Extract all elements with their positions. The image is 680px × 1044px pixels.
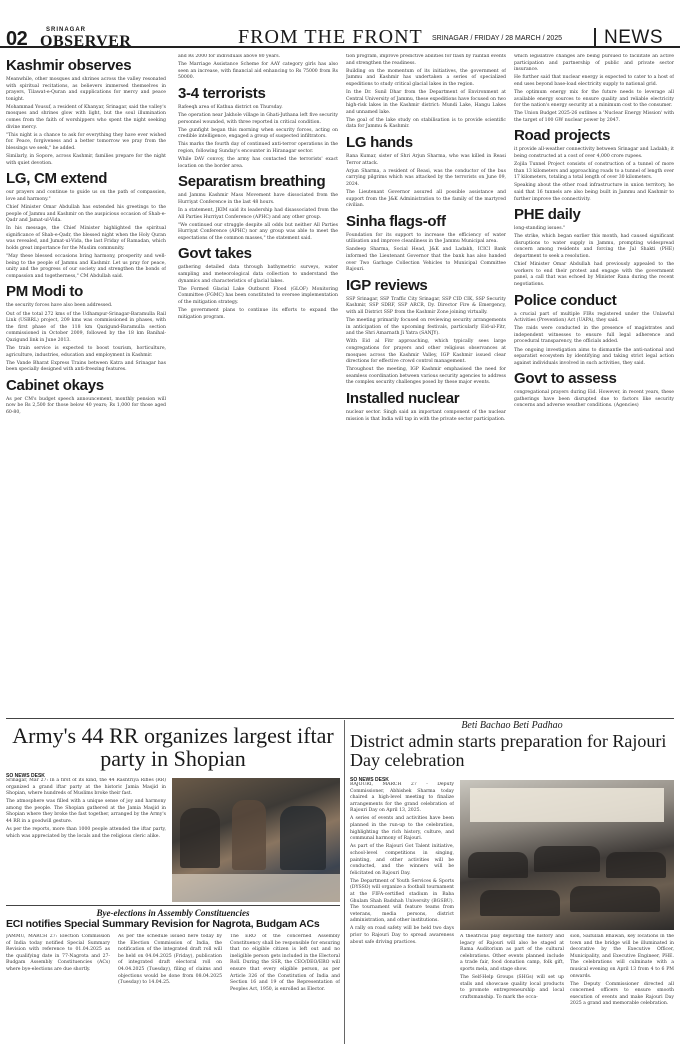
byline: SO NEWS DESK [6,773,45,779]
article-paragraph: Mohammad Yousuf, a resident of Khanyar, Srinagar, said the valley's mosques and shrines glow with light, but the soul illumination comes from the faith of worshippers who spent the night seeking divine mercy. [6,104,166,130]
article-paragraph: As per CM's budget speech announcement, monthly pension will now be Rs 2,500 for those below 40 years; Rs 1,000 for those aged 60-80, [6,396,166,416]
article-headline: IGP reviews [346,276,428,294]
article-paragraph: and Jammu Kashmir Mass Movement have dissociated from the Hurriyat Conference in the last 48 hours. [178,193,338,205]
article-headline: Sinha flags-off [346,212,446,230]
article-paragraph: Throughout the meeting, IGP Kashmir emphasised the need for seamless coordination between various security agencies to address the complex security challenges posed by these major events. [346,367,506,386]
masthead-divider [594,28,596,46]
section-divider [6,718,674,719]
article-paragraph: a crucial part of multiple FIRs registered under the Unlawful Activities (Prevention) Act (UAPA), they said. [514,311,674,324]
article-paragraph: Arjun Sharma, a resident of Reasi, was the conductor of the bus carrying pilgrims which was attacked by the terrorists on June 09, 2024. [346,168,506,187]
article-headline: PM Modi to [6,283,83,301]
article-paragraph: sion, Saifullah Bhawan, key locations in the town and the bridge will be illuminated in decorative by the Executive Officer, Municipality, and Executive Engineer, PHE. The celebrations will culminate with a musical evening on April 13 from 4 to 6 PM onwards. [570,934,674,979]
article-paragraph: Out of the total 272 kms of the Udhampur-Srinagar-Baramulla Rail Link (USBRL) project, 209 kms was commissioned in phases, with the first phase of the 118 km Qazigund-Baramulla section commissioned in October 2009, followed by the 18 km Banihal-Qazigund link in June 2013. [6,311,166,343]
article-paragraph: The goal of the lake study on stabilisation is to provide scientific data for Jammu & Kashmir. [346,117,506,130]
column-divider [344,720,345,1044]
article-paragraph: Meanwhile, other mosques and shrines across the valley resonated with spiritual recitations, as believers immersed themselves in prayers, Tilawat-e-Quran and supplications for mercy and peace tonight. [6,77,166,102]
article-headline: Cabinet okays [6,376,104,394]
article-paragraph: Similarly, in Sopore, across Kashmir, families prepare for the night with quiet devotion. [6,154,166,166]
article-paragraph: RAJOURI, MARCH 27 - Deputy Commissioner, Abhishek Sharma today chaired a high-level meeting to finalize arrangements for the grand celebration of Rajouri Day on April 13, 2025. [350,782,454,814]
edition-date: SRINAGAR / FRIDAY / 28 MARCH / 2025 [432,35,563,42]
article-paragraph: Chief Minister Omar Abdullah had previously appealed to the workers to end their protest and engage with the government panel, a call that was echoed by Minister Rana during the recent negotiations. [514,262,674,287]
article-paragraph: The operation near Jakhole village in Ghati-Juthana left five security personnel wounded, with three reported in critical condition. [178,112,338,125]
page-number: 02 [6,28,28,50]
article-paragraph: While DAV convoy, the army has contacted the terrorists' exact location on the border area. [178,157,338,169]
article-paragraph: SSP Srinagar, SSP Traffic City Srinagar, SSP CID CIK, SSP Security Kashmir, SSP SDRF, SSP ARCR, Dy. Director Fire & Emergency, with all District SSP from the Kashmir Zone joining virtually. [346,296,506,316]
article-paragraph: "This night is a chance to ask for everything they have ever wished for. Peace, forgiveness and a better tomorrow we pray from the blessings we seek," he added. [6,132,166,151]
article-headline: Govt takes [178,245,252,263]
article-paragraph: The government plans to continue its efforts to expand the mitigation program. [178,307,338,320]
article-paragraph: This marks the fourth day of continued anti-terror operations in the region, following Sunday's encounter in Hiranagar sector. [178,142,338,154]
article-paragraph: The atmosphere was filled with a unique sense of joy and harmony among the people. The Shopian gathered at the Jamia Masjid in Shopian where they broke the fast together, arranged by the Army's 44 RR in a goodwill gesture. [6,799,166,825]
lead-story-iftar [6,724,340,781]
article-paragraph: Foundation for its support to increase the efficiency of water utilisation and improve cleanliness in the Jammu Municipal area. [346,232,506,245]
article-headline: LG, CM extend [6,170,108,188]
article-paragraph: Rafeeqh area of Kathua district on Thursday. [178,104,283,110]
byelection-headline: ECI notifies Special Summary Revision for Nagrota, Budgam ACs [6,918,320,930]
rajouri-meeting-photo [460,780,674,930]
byelection-column [6,934,110,1044]
article-paragraph: As part of the Rajouri Got Talent initiative, school-level competitions in singing, painting, and other activities will be conducted, and the winners will be felicitated on Rajouri Day. [350,844,454,876]
article-paragraph: long-standing issues." [514,226,566,232]
article-paragraph: "We continued our struggle despite all odds but neither All Parties Hurriyat Conference (APHC) nor any group was able to meet the expectations of the common masses," the statement said. [178,222,338,241]
rajouri-column [570,934,674,1044]
article-paragraph: The meeting primarily focused on reviewing security arrangements in anticipation of the upcoming festivals, particularly Eid-ul-Fitr, and the Shri Amarnath Ji Yatra (SANJY). [346,318,506,337]
article-paragraph: As per the reports, more than 1000 people attended the iftar party, which was appreciated by the locals and the religious cleric alike. [6,827,166,839]
rajouri-column [460,934,564,1044]
article-paragraph: Rana Kumar, sister of Shri Arjun Sharma, who was killed in Reasi Terror attack. [346,154,506,166]
article-paragraph: He further said that nuclear energy is expected to cater to a host of end uses beyond base-load electricity supply to national grid. [514,75,674,87]
column-1 [6,54,166,714]
rajouri-column [350,782,454,1044]
column-4 [514,54,674,714]
article-paragraph: The strike, which began earlier this month, had caused significant disruptions to water supply in Jammu, prompting widespread concern among residents and forcing the Jal Shakti (PHE) department to seek a resolution. [514,234,674,260]
article-headline: Separatism breathing [178,173,326,191]
rajouri-headline: District admin starts preparation for Rajouri Day celebration [350,731,667,770]
article-paragraph: The gunfight began this morning when security forces, acting on credible intelligence, engaged a group of suspected infiltrators. [178,127,338,140]
article-headline: LG hands [346,134,413,152]
article-paragraph: The optimum energy mix for the future needs to leverage all available energy sources to ensure quality and reliable electricity for the nation's energy security at a minimum cost to the consumer. [514,89,674,109]
logo-top-text: SRINAGAR [46,27,87,33]
article-paragraph: Speaking about the other road infrastructure in union territory, he said that 16 tunnels are also being built in Jammu and Kashmir to further improve the connectivity. [514,183,674,202]
article-paragraph: The Lieutenant Governor assured all possible assistance and support from the J&K Administration to the family of the martyred civilian. [346,190,506,209]
article-headline: Govt to assess [514,370,617,388]
article-paragraph: The Deputy Commissioner directed all concerned officers to ensure smooth execution of events and make Rajouri Day 2025 a grand and memorable celebration. [570,981,674,1007]
article-paragraph: Chief Minister Omar Abdullah has extended his greetings to the people of Jammu and Kashmir on the auspicious occasion of Shab-e-Qadr and Jamat-ul-Vida. [6,204,166,224]
article-paragraph: The ongoing investigation aims to dismantle the anti-national and separatist ecosystem by identifying and taking strict legal action against individuals involved in such activities, they said. [514,347,674,366]
article-paragraph: A rally on road safety will be held two days prior to Rajouri Day to spread awareness about safe driving practices. [350,926,454,945]
article-paragraph: In the Dr. Sunil Dhar from the Department of Environment at Central University of Jammu, these expeditions have focused on two high-risk lakes in the Kashmir district: Mundi Lake, Hangu Lakes and unnamed lake. [346,89,506,115]
article-paragraph: In his message, the Chief Minister highlighted the spiritual significance of Shab-e-Qadr, the blessed night when the Holy Quran was revealed, and Jumat-ul-Vida, the last Friday of Ramadan, which holds great importance for the Muslim community. [6,226,166,251]
article-paragraph: our prayers and continue to guide us on the path of compassion, love and harmony." [6,190,166,202]
article-paragraph: With Eid al Fitr approaching, which typically sees large congregations for prayers and other religious observances at mosques across the Kashmir Valley, IGP Kashmir issued clear directions for effective crowd control management. [346,339,506,365]
article-paragraph: The Union Budget 2025-26 outlines a 'Nuclear Energy Mission' with the target of 100 GW nuclear power by 2047. [514,111,674,123]
article-headline: 3-4 terrorists [178,84,266,102]
column-2 [178,54,338,714]
article-paragraph: "May these blessed occasions bring harmony, prosperity and well-being to the people of Jammu and Kashmir. Let us pray for peace, unity and the progress of our society and strengthen the bonds of compassion and togetherness," CM Abdullah said. [6,254,166,279]
article-paragraph: A series of events and activities have been planned in the run-up to the celebration, highlighting the rich history, culture, and communal harmony of Rajouri. [350,816,454,842]
article-paragraph: The ERO of the concerned Assembly Constituency shall be responsible for ensuring that no eligible citizen is left out and no ineligible person gets included in the Electoral Roll. During the SSR, the CEO/DEO/ERO will ensure that every eligible person, as per Article 326 of the Constitution of India and Section 16 and 19 of the Representation of Peoples Act, 1950, is enrolled as Elector. [230,934,340,992]
article-paragraph: it provide all-weather connectivity between Srinagar and Ladakh; it being constructed at a cost of over 4,000 crore rupees. [514,147,674,160]
article-paragraph: and Rs 2000 for individuals above 80 years. [178,54,281,59]
article-paragraph: The Formed Glacial Lake Outburst Flood (GLOF) Monitoring Committee (FGMC) has been constituted to oversee implementation of the mitigation strategy. [178,286,338,305]
iftar-photo [172,778,340,902]
article-paragraph: gathering detailed data through bathymetric surveys, water sampling and meteorological data collection to understand the dynamics and characteristics of glacial lakes. [178,265,338,284]
byelection-column [118,934,222,1044]
article-paragraph: The Marriage Assistance Scheme for AAY category girls has also seen an increase, with financial aid enhancing to Rs 75000 from Rs 50000. [178,62,338,81]
rajouri-kicker: Beti Bachao Beti Padhao [461,720,563,731]
masthead [0,0,680,48]
section-label: NEWS [604,27,663,48]
column-3 [346,54,506,714]
article-paragraph: The Self-Help Groups (SHGs) will set up stalls and showcase quality local products to promote entrepreneurship and local craftsmanship. To mark the occa- [460,975,564,1000]
article-headline: Installed nuclear [346,390,460,408]
article-paragraph: In a statement, JKIM said its leadership had disassociated from the All Parties Hurriyat Conference (APHC) and any other group. [178,207,338,220]
byelection-column [230,934,340,1044]
byelection-kicker: Bye-elections in Assembly Constituencies [6,905,340,918]
lead-headline: Army's 44 RR organizes largest iftar party in Shopian [12,723,334,771]
article-paragraph: The train service is expected to boost tourism, horticulture, agriculture, industries, education and employment in Kashmir. [6,346,166,358]
article-paragraph: tion program, improve predictive abilities for flash by rainfall events and strengthen the readiness. [346,54,506,66]
article-paragraph: nuclear sector. Singh said an important component of the nuclear mission is that India will tap in with the private sector participation. [346,410,506,422]
article-paragraph: Building on the momentum of its initiatives, the government of Jammu and Kashmir has undertaken a series of specialized expeditions to study critical glacial lakes in the region. [346,68,506,87]
article-paragraph: Sandeep Sharma, Social Head, J&K and Ladakh, ICICI Bank informed the Lieutenant Governor that the bank has also handed over Two Garbage Collection Vehicles to Municipal Committee Rajouri. [346,247,506,273]
byline: SO NEWS DESK [350,777,389,783]
article-paragraph: JAMMU, MARCH 27: Election Commission of India today notified Special Summary Revision with reference to 01.04.2025 as the qualifying date in 77-Nagrota and 27-Budgam Assembly Constituencies (ACs) where bye-elections are due shortly. [6,934,110,972]
article-paragraph: A theatrical play depicting the history and legacy of Rajouri will also be staged at Rama Auditorium as part of the cultural celebrations. Other events planned include a trade fair, food donation camp, folk gift, sports mela, and stage show. [460,934,564,972]
article-paragraph: The raids were conducted in the presence of magistrates and independent witnesses to ensure full legal adherence and procedural transparency, the officials added. [514,326,674,345]
section-title: FROM THE FRONT [238,26,423,48]
article-paragraph: As per the schedule issued here today by the Election Commission of India, the notification of the integrated draft roll will be held on 04.04.2025 (Friday), publication of integrated draft electoral roll on 04.04.2025 (Tuesday), filing of claims and objections would be done from 08.04.2025 (Tuesday) to 14.04.25. [118,934,222,986]
article-paragraph: which legislative changes are being pursued to facilitate an active participation and partnership of public and private sector insurance. [514,54,674,73]
lead-story-body [6,778,166,876]
article-headline: Kashmir observes [6,57,132,74]
article-headline: Road projects [514,127,611,145]
article-headline: PHE daily [514,206,581,224]
article-paragraph: The Vande Bharat Express Trains between Katra and Srinagar has been specially designed with anti-freezing features. [6,360,166,373]
article-paragraph: the security forces have also been addressed. [6,303,113,309]
article-paragraph: The Department of Youth Services & Sports (DYSSO) will organize a football tournament at the FIFA-certified stadium in Baba Ghulam Shah Badshah University (BGSBU). The tournament will feature teams from veterans, media persons, district administration, and other institutions. [350,878,454,924]
article-paragraph: congregational prayers during Eid. However, in recent years, these gatherings have been disrupted due to factors like security concerns and adverse weather conditions. (Agencies) [514,390,674,409]
article-paragraph: Zojila Tunnel Project consists of construction of a tunnel of more than 13 kilometers and approaching roads to a tunnel of length over 17 kilometers, totaling a total length of over 30 kilometers. [514,162,674,181]
article-headline: Police conduct [514,291,617,309]
article-paragraph: Srinagar, Mar 27: In a first of its kind, the 44 Rashtriya Rifles (RR) organized a grand iftar party at the historic Jamia Masjid in Shopian, where hundreds of Muslims broke their fast. [6,778,166,797]
newspaper-logo: OBSERVER [40,33,132,50]
